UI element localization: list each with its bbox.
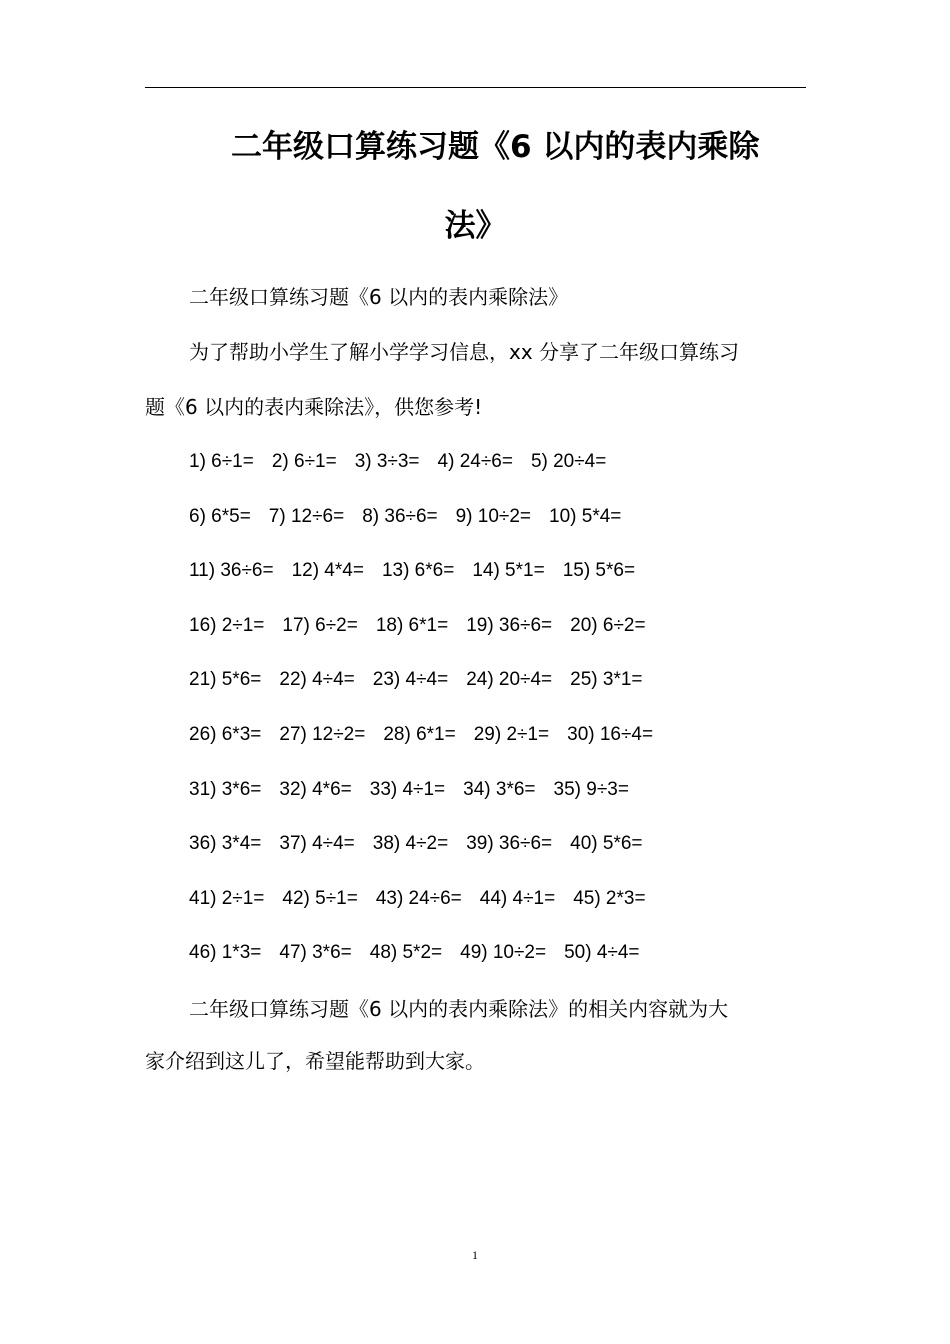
exercise-item: 32) 4*6= — [279, 778, 352, 800]
exercise-item: 4) 24÷6= — [437, 451, 513, 472]
exercise-item: 50) 4÷4= — [564, 942, 640, 964]
exercise-item: 37) 4÷4= — [279, 833, 355, 855]
exercise-item: 22) 4÷4= — [279, 669, 355, 691]
page-number: 1 — [472, 1248, 478, 1262]
exercise-item: 27) 12÷2= — [279, 724, 366, 745]
header-rule — [145, 87, 806, 88]
exercise-item: 20) 6÷2= — [570, 614, 646, 636]
exercise-item: 33) 4÷1= — [369, 778, 446, 800]
exercise-row — [189, 721, 809, 749]
exercise-item: 11) 36÷6= — [189, 560, 274, 582]
exercise-item: 17) 6÷2= — [282, 614, 358, 636]
exercise-item: 44) 4÷1= — [479, 887, 556, 909]
exercise-item: 42) 5÷1= — [282, 887, 358, 909]
exercise-row — [189, 666, 809, 694]
exercise-row — [189, 612, 809, 640]
document-title-line-2: 法》 — [444, 208, 507, 244]
exercise-item: 35) 9÷3= — [553, 778, 629, 800]
exercise-item: 7) 12÷6= — [268, 505, 345, 527]
exercise-row — [189, 830, 809, 858]
exercise-item: 18) 6*1= — [375, 614, 449, 636]
exercise-item: 2) 6÷1= — [271, 451, 337, 472]
document-title-line-1: 二年级口算练习题《6 以内的表内乘除 — [231, 129, 760, 165]
exercise-item: 49) 10÷2= — [460, 942, 547, 964]
exercise-item: 15) 5*6= — [562, 560, 636, 582]
exercise-item: 23) 4÷4= — [372, 669, 449, 691]
exercise-item: 29) 2÷1= — [473, 724, 550, 745]
exercise-row — [189, 776, 809, 804]
exercise-item: 39) 36÷6= — [466, 833, 553, 855]
exercise-item: 26) 6*3= — [189, 724, 262, 745]
exercise-item: 46) 1*3= — [189, 942, 262, 964]
intro-paragraph-line-2: 题《6 以内的表内乘除法》，供您参考! — [145, 395, 483, 419]
exercise-item: 36) 3*4= — [189, 833, 262, 855]
exercise-item: 21) 5*6= — [189, 669, 262, 691]
exercise-item: 47) 3*6= — [279, 942, 352, 964]
exercise-item: 48) 5*2= — [369, 942, 443, 964]
exercise-row — [189, 885, 809, 913]
exercise-item: 12) 4*4= — [291, 560, 364, 582]
intro-paragraph-line-1: 为了帮助小学生了解小学学习信息，xx 分享了二年级口算练习 — [189, 340, 740, 364]
exercise-item: 19) 36÷6= — [466, 614, 553, 636]
exercise-item: 41) 2÷1= — [189, 887, 265, 909]
exercise-item: 1) 6÷1= — [189, 451, 254, 472]
exercise-item: 28) 6*1= — [383, 724, 456, 745]
exercise-item: 13) 6*6= — [381, 560, 455, 582]
subtitle-paragraph: 二年级口算练习题《6 以内的表内乘除法》 — [189, 285, 569, 309]
exercise-row — [189, 503, 809, 531]
exercise-item: 5) 20÷4= — [530, 451, 607, 472]
exercise-item: 38) 4÷2= — [372, 833, 449, 855]
exercise-item: 34) 3*6= — [463, 778, 536, 800]
exercise-row — [189, 448, 809, 476]
exercise-row — [189, 557, 809, 585]
exercise-row — [189, 939, 809, 967]
exercise-item: 14) 5*1= — [472, 560, 545, 582]
exercise-item: 24) 20÷4= — [466, 669, 553, 691]
exercise-item: 8) 36÷6= — [362, 505, 438, 527]
exercise-item: 31) 3*6= — [189, 778, 262, 800]
exercise-item: 30) 16÷4= — [567, 724, 654, 745]
exercise-item: 40) 5*6= — [570, 833, 643, 855]
exercise-item: 25) 3*1= — [570, 669, 643, 691]
exercise-item: 43) 24÷6= — [375, 887, 462, 909]
exercise-item: 9) 10÷2= — [455, 505, 532, 527]
exercise-item: 16) 2÷1= — [189, 614, 265, 636]
exercise-item: 10) 5*4= — [549, 505, 622, 527]
exercise-item: 45) 2*3= — [573, 887, 646, 909]
closing-paragraph-line-2: 家介绍到这儿了，希望能帮助到大家。 — [145, 1049, 485, 1073]
exercise-item: 3) 3÷3= — [354, 451, 420, 472]
exercise-item: 6) 6*5= — [189, 505, 251, 527]
closing-paragraph-line-1: 二年级口算练习题《6 以内的表内乘除法》的相关内容就为大 — [189, 997, 729, 1021]
